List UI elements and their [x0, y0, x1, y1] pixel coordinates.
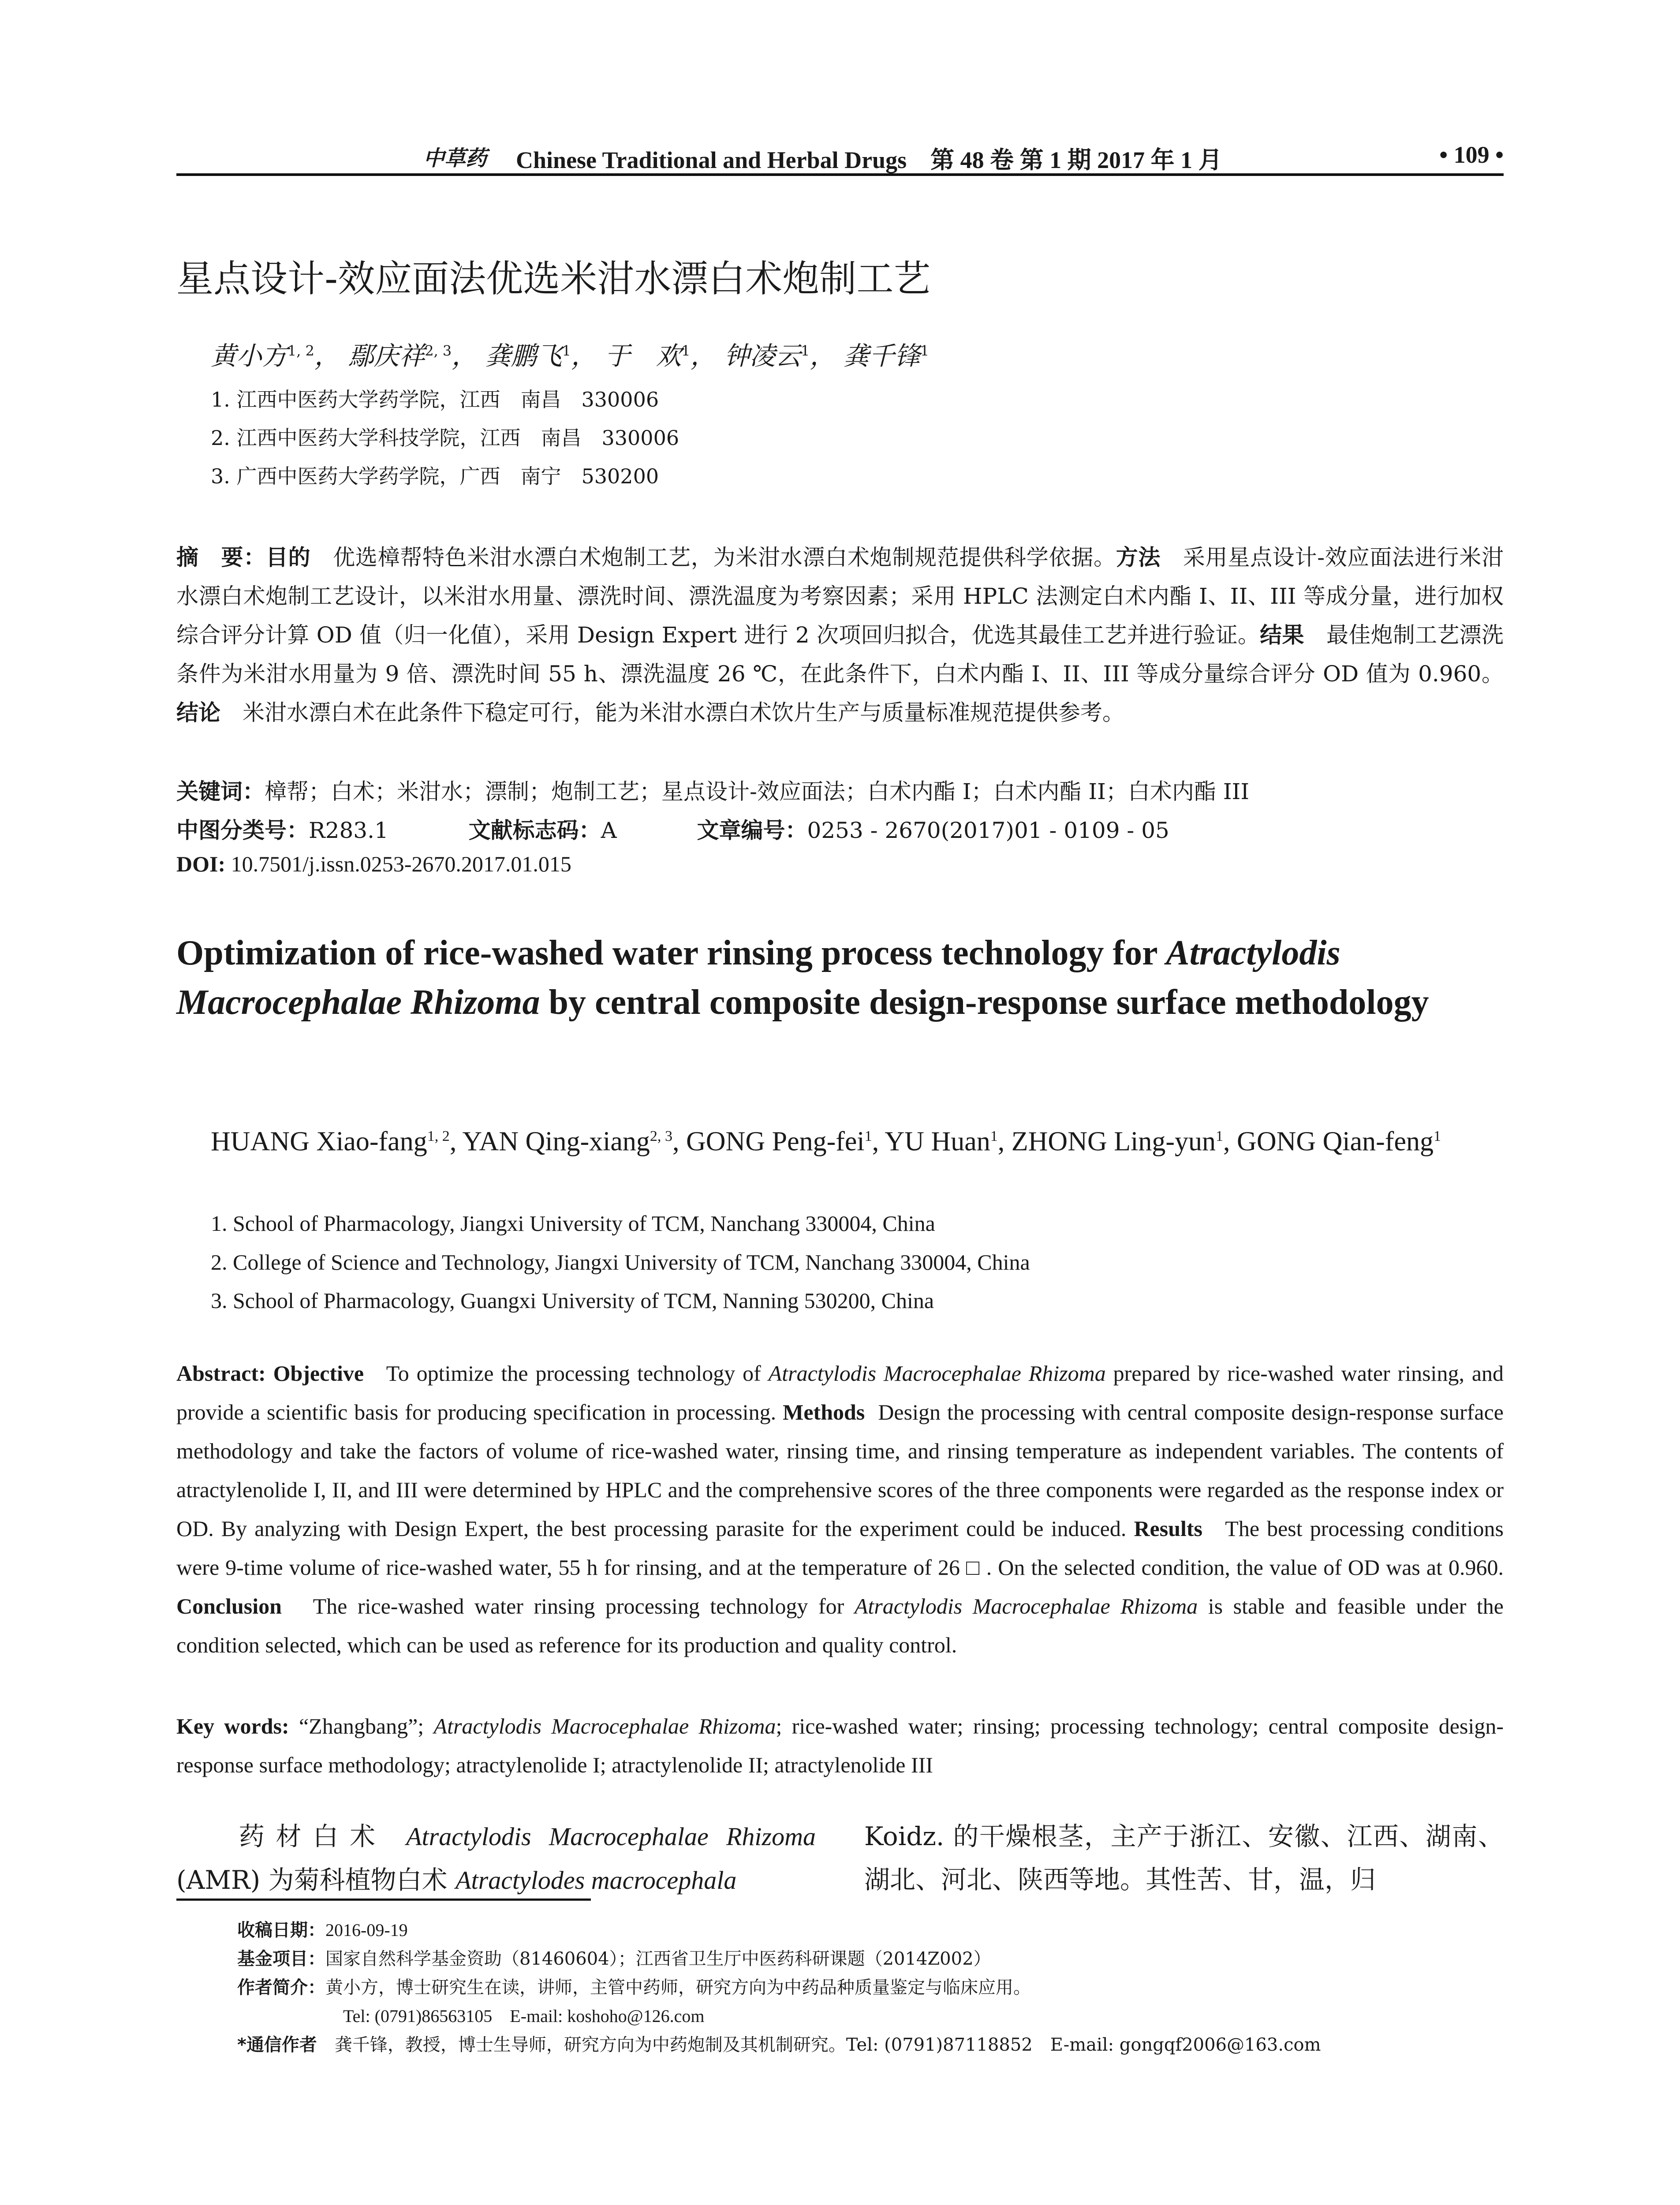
cn-abstract — [176, 538, 1504, 732]
en-title-part1: Optimization of rice-washed water rinsing process technology for — [176, 934, 1166, 972]
en-keywords-italic: Atractylodis Macrocephalae Rhizoma — [433, 1714, 776, 1738]
doi-value: 10.7501/j.issn.0253-2670.2017.01.015 — [231, 852, 571, 876]
cn-keywords-text: 樟帮；白术；米泔水；漂制；炮制工艺；星点设计-效应面法；白术内酯 I；白术内酯 II；白术内酯 III — [265, 779, 1250, 804]
en-affiliation: 3. School of Pharmacology, Guangxi University of TCM, Nanning 530200, China — [211, 1288, 934, 1313]
footnote-fund — [237, 1945, 991, 1970]
cn-author-sup: 1, 2 — [287, 342, 314, 359]
cn-author: 钟凌云 — [724, 341, 801, 371]
fund-label: 基金项目： — [237, 1949, 325, 1969]
en-author-list: HUANG Xiao-fang$^{1, 2}$, YAN Qing-xiang$^{2, 3}$, GONG Peng-fei$^1$, YU Huan$^1$, ZHONG Ling-yun$^1$, GONG Qian-feng$^1$ — [211, 1126, 1441, 1157]
en-affiliation: 2. College of Science and Technology, Jiangxi University of TCM, Nanchang 330004, China — [211, 1250, 1030, 1274]
cn-keywords-label: 关键词： — [176, 779, 265, 804]
cn-abstract-label: 摘 要： — [176, 545, 266, 570]
cn-author: 鄢庆祥 — [348, 341, 425, 371]
en-results: The best processing conditions were 9-time volume of rice-washed water, 55 h for rinsing, and at the temperature of 26 □ . On the selected condition, the value of OD was at 0.960. — [176, 1516, 1504, 1580]
en-author: GONG Qian-feng — [1237, 1126, 1434, 1157]
running-header — [176, 141, 1504, 176]
en-conclusion-b: is stable and feasible under the condition selected, which can be used as reference for its production and quality control. — [176, 1594, 1504, 1657]
clc-value: R283.1 — [309, 818, 388, 843]
footnote-received — [237, 1916, 408, 1941]
en-author-sup: 1 — [990, 1128, 998, 1144]
en-title — [176, 928, 1504, 1027]
en-objective-a: To optimize the processing technology of — [386, 1361, 769, 1386]
header-rule — [176, 173, 1504, 176]
clc-label: 中图分类号： — [176, 818, 309, 843]
en-title-italic: Atractylodis Macrocephalae Rhizoma — [176, 934, 1340, 1022]
footnote-author — [237, 1973, 1031, 1999]
article-no-value: 0253 - 2670(2017)01 - 0109 - 05 — [807, 818, 1169, 843]
en-author: GONG Peng-fei — [686, 1126, 865, 1157]
cn-methods-label: 方法 — [1116, 545, 1161, 570]
cn-title: 星点设计-效应面法优选米泔水漂白术炮制工艺 — [176, 257, 931, 300]
en-author-sup: 2, 3 — [650, 1128, 672, 1144]
en-author-sup: 1 — [1433, 1128, 1441, 1144]
doi-line — [176, 851, 571, 877]
body-italic: Atractylodes macrocephala — [455, 1866, 737, 1895]
cn-author: 龚千锋 — [843, 341, 920, 371]
cn-author-sup: 1 — [801, 342, 810, 359]
cn-classification-line — [176, 813, 1169, 845]
doc-code-label: 文献标志码： — [468, 818, 601, 843]
cn-objective-label: 目的 — [265, 545, 311, 570]
cn-keywords — [176, 774, 1249, 806]
en-abstract — [176, 1354, 1504, 1664]
en-keywords-b: ; rice-washed water; rinsing; processing technology; central composite design-response surface methodology; atractylenolide I; atractylenolide II; atractylenolide III — [176, 1714, 1504, 1777]
cn-conclusion: 米泔水漂白术在此条件下稳定可行，能为米泔水漂白术饮片生产与质量标准规范提供参考。 — [243, 700, 1124, 725]
en-author-sup: 1 — [1216, 1128, 1224, 1144]
footnote-rule — [176, 1899, 591, 1901]
en-author: HUANG Xiao-fang — [211, 1126, 427, 1157]
body-text: (AMR) 为菊科植物白术 — [176, 1865, 456, 1895]
footnote-correspondence — [237, 2031, 1321, 2056]
body-column-left — [176, 1815, 816, 1902]
cn-results: 最佳炮制工艺漂洗条件为米泔水用量为 9 倍、漂洗时间 55 h、漂洗温度 26 ℃，在此条件下，白术内酯 I、II、III 等成分量综合评分 OD 值为 0.960。 — [176, 622, 1504, 687]
page-number: • 109 • — [1439, 142, 1504, 168]
en-abstract-label: Abstract: Objective — [176, 1361, 364, 1386]
en-keywords-a: “Zhangbang”; — [289, 1714, 434, 1738]
en-keywords-label: Key words: — [176, 1714, 289, 1738]
journal-info: Chinese Traditional and Herbal Drugs 第 48 卷 第 1 期 2017 年 1 月 — [516, 147, 1222, 173]
doi-label: DOI: — [176, 852, 226, 876]
en-conclusion-label: Conclusion — [176, 1594, 282, 1618]
corr-label: *通信作者 — [237, 2035, 317, 2055]
doc-code-value: A — [601, 818, 617, 843]
en-title-part2: by central composite design-response surface methodology — [540, 983, 1429, 1022]
cn-author: 于 欢 — [605, 341, 682, 371]
cn-methods: 采用星点设计-效应面法进行米泔水漂白术炮制工艺设计，以米泔水用量、漂洗时间、漂洗温度为考察因素；采用 HPLC 法测定白术内酯 I、II、III 等成分量，进行加权综合评分计算 OD 值（归一化值），采用 Design Expert 进行 2 次项回归拟合，优选其最佳工艺并进行验证。 — [176, 545, 1504, 648]
body-text: 药材白术 — [228, 1821, 407, 1851]
received-date: 2016-09-19 — [325, 1920, 408, 1940]
en-objective-italic: Atractylodis Macrocephalae Rhizoma — [768, 1361, 1106, 1386]
body-column-right: Koidz. 的干燥根茎，主产于浙江、安徽、江西、湖南、湖北、河北、陕西等地。其性苦、甘，温，归 — [864, 1821, 1504, 1895]
cn-affiliation: 3. 广西中医药大学药学院，广西 南宁 530200 — [211, 464, 659, 488]
en-objective-b: prepared by rice-washed water rinsing, and provide a scientific basis for producing specification in processing. — [176, 1361, 1504, 1424]
en-keywords — [176, 1707, 1504, 1784]
corr-text: 龚千锋，教授，博士生导师，研究方向为中药炮制及其机制研究。Tel: (0791)87118852 E-mail: gongqf2006@163.com — [334, 2035, 1321, 2055]
cn-author-list: 黄小方$^{1, 2}$， 鄢庆祥$^{2, 3}$， 龚鹏飞$^1$， 于 欢$^1$， 钟凌云$^1$， 龚千锋$^1$ — [211, 341, 930, 371]
journal-logo: 中草药 — [423, 146, 487, 171]
en-methods-label: Methods — [783, 1400, 865, 1424]
en-author-sup: 1, 2 — [427, 1128, 450, 1144]
cn-author: 龚鹏飞 — [485, 341, 562, 371]
cn-affiliation: 1. 江西中医药大学药学院，江西 南昌 330006 — [211, 388, 659, 411]
en-conclusion-italic: Atractylodis Macrocephalae Rhizoma — [854, 1594, 1198, 1618]
en-author: YAN Qing-xiang — [462, 1126, 650, 1157]
received-label: 收稿日期： — [237, 1920, 325, 1940]
cn-author-sup: 1 — [562, 342, 571, 359]
cn-results-label: 结果 — [1260, 622, 1304, 648]
en-author: YU Huan — [885, 1126, 990, 1157]
author-label: 作者简介： — [237, 1977, 325, 1998]
cn-affiliation: 2. 江西中医药大学科技学院，江西 南昌 330006 — [211, 426, 679, 450]
en-author-sup: 1 — [864, 1128, 872, 1144]
en-results-label: Results — [1134, 1516, 1203, 1541]
cn-objective: 优选樟帮特色米泔水漂白术炮制工艺，为米泔水漂白术炮制规范提供科学依据。 — [333, 545, 1116, 570]
cn-author-sup: 2, 3 — [425, 342, 452, 359]
body-italic: Atractylodis Macrocephalae Rhizoma — [406, 1822, 816, 1851]
cn-author: 黄小方 — [211, 341, 288, 371]
footnote-author-contact: Tel: (0791)86563105 E-mail: koshoho@126.com — [343, 2006, 705, 2026]
author-text: 黄小方，博士研究生在读，讲师，主管中药师，研究方向为中药品种质量鉴定与临床应用。 — [325, 1977, 1031, 1998]
cn-author-sup: 1 — [920, 342, 930, 359]
article-no-label: 文章编号： — [697, 818, 807, 843]
fund-text: 国家自然科学基金资助（81460604）；江西省卫生厅中医药科研课题（2014Z002） — [325, 1949, 991, 1969]
en-methods: Design the processing with central composite design-response surface methodology and take the factors of volume of rice-washed water, rinsing time, and rinsing temperature as independent variables. The contents of atractylenolide I, II, and III were determined by HPLC and the comprehensive scores of the three components were regarded as the response index or OD. By analyzing with Design Expert, the best processing parasite for the experiment could be induced. — [176, 1400, 1504, 1541]
en-author: ZHONG Ling-yun — [1011, 1126, 1216, 1157]
en-conclusion-a: The rice-washed water rinsing processing technology for — [313, 1594, 855, 1618]
en-affiliation: 1. School of Pharmacology, Jiangxi University of TCM, Nanchang 330004, China — [211, 1211, 935, 1236]
cn-author-sup: 1 — [681, 342, 691, 359]
cn-conclusion-label: 结论 — [176, 700, 220, 725]
